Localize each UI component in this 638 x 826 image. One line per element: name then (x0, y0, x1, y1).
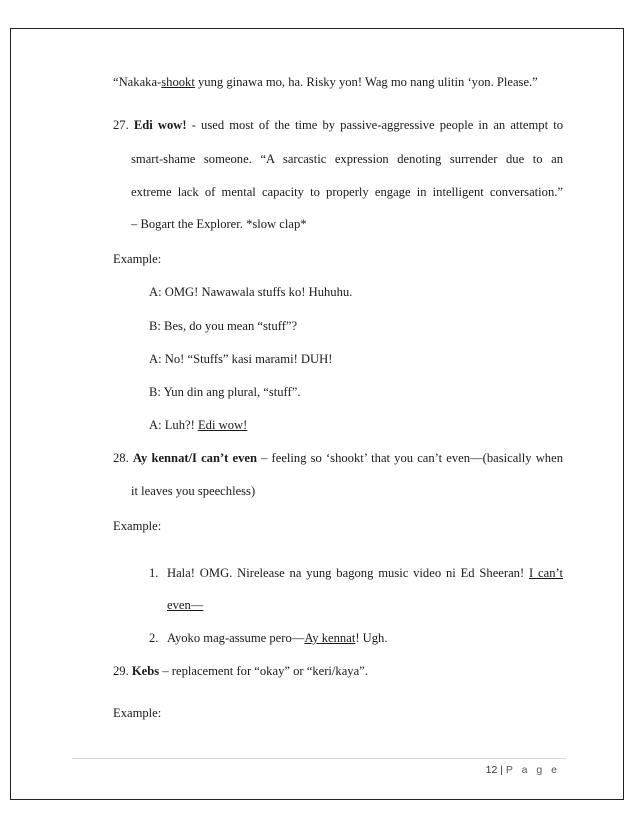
text-line: extreme lack of mental capacity to properly engage in intelligent conversation.” (131, 185, 563, 199)
underlined-term: even— (167, 598, 204, 612)
dialogue-line: A: No! “Stuffs” kasi marami! DUH! (149, 352, 333, 366)
page-label: P a g e (505, 764, 560, 776)
dialogue-line: B: Yun din ang plural, “stuff”. (149, 385, 301, 399)
dialogue-line: B: Bes, do you mean “stuff”? (149, 319, 298, 333)
list-number: 1. (149, 566, 159, 580)
page-number: 12 (485, 764, 498, 776)
text-line: smart-shame someone. “A sarcastic expression denoting surrender due to an (131, 152, 563, 166)
footer-separator: | (500, 764, 503, 776)
footer-divider (72, 758, 566, 759)
list-number: 2. (149, 631, 159, 645)
text-line: – Bogart the Explorer. *slow clap* (131, 217, 307, 231)
underlined-term: Ay kennat (304, 631, 356, 645)
list-item: Hala! OMG. Nirelease na yung bagong music video ni Ed Sheeran! I can’t (167, 566, 563, 580)
text-line: it leaves you speechless) (131, 484, 256, 498)
example-label: Example: (113, 252, 162, 266)
dialogue-line: A: Luh?! Edi wow! (149, 418, 248, 432)
underlined-term: I can’t (529, 566, 563, 580)
example-label: Example: (113, 519, 162, 533)
text-line: “Nakaka-shookt yung ginawa mo, ha. Risky yon! Wag mo nang ulitin ‘yon. Please.” (113, 75, 538, 89)
dialogue-line: A: OMG! Nawawala stuffs ko! Huhuhu. (149, 285, 353, 299)
entry-term: Kebs (131, 664, 160, 678)
page-footer (430, 764, 560, 776)
list-item-continued (167, 597, 203, 613)
page-border (10, 28, 624, 800)
entry-27-heading: 27. Edi wow! - used most of the time by passive-aggressive people in an attempt to (113, 118, 564, 132)
entry-term: Ay kennat/I can’t even (132, 451, 257, 465)
entry-29-heading: 29. Kebs – replacement for “okay” or “keri/kaya”. (113, 664, 368, 678)
underlined-term: shookt (161, 75, 195, 89)
entry-term: Edi wow! (133, 118, 187, 132)
entry-28-heading: 28. Ay kennat/I can’t even – feeling so ‘shookt’ that you can’t even—(basically when (113, 451, 563, 465)
example-label: Example: (113, 706, 162, 720)
list-item: Ayoko mag-assume pero—Ay kennat! Ugh. (167, 631, 388, 645)
underlined-term: Edi wow! (197, 418, 248, 432)
